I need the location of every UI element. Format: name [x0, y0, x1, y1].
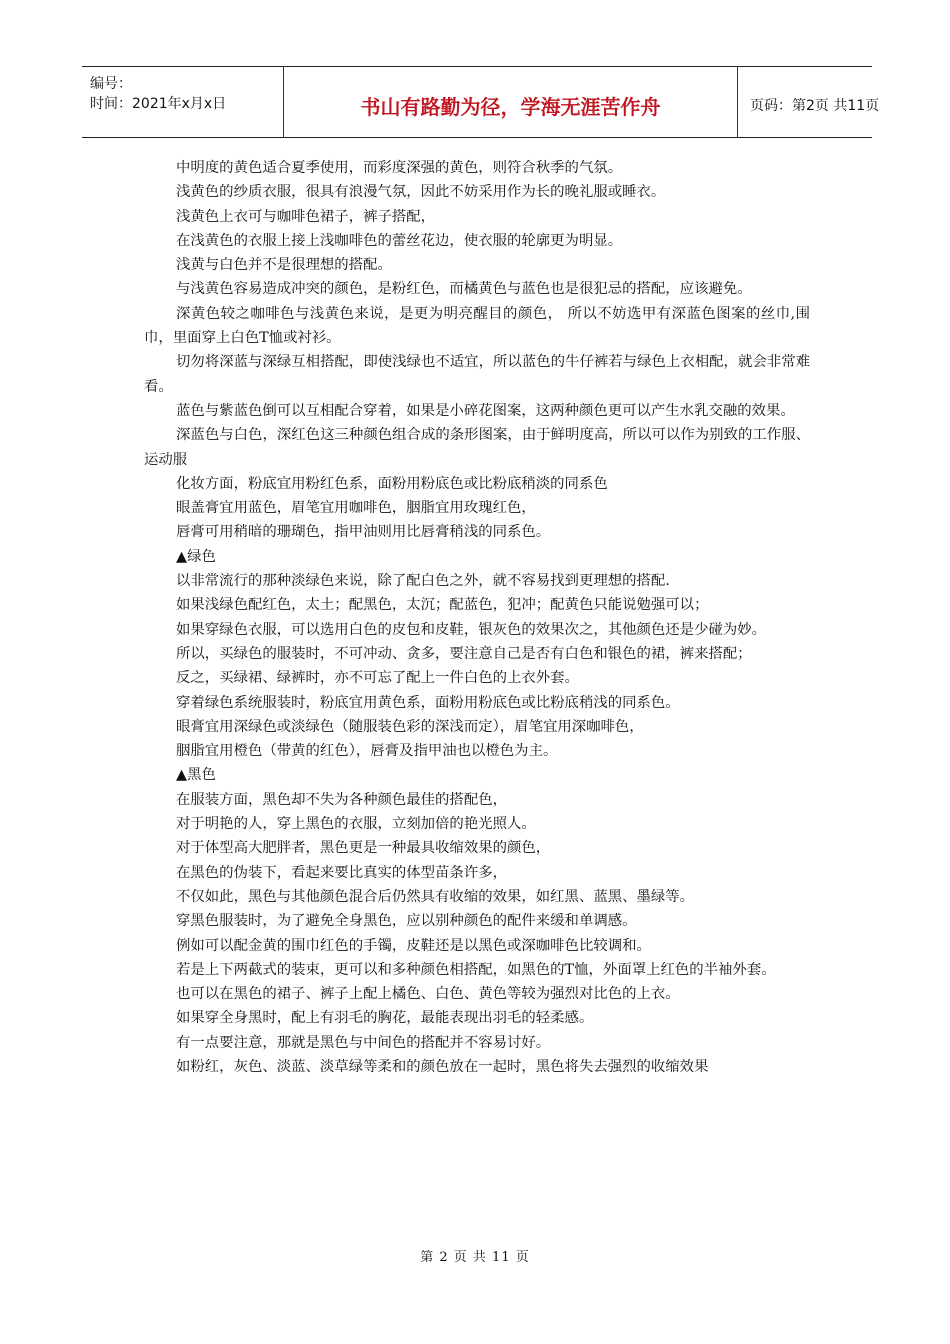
body-paragraph: 也可以在黑色的裙子、裤子上配上橘色、白色、黄色等较为强烈对比色的上衣。 [176, 986, 680, 1003]
body-paragraph: 如果穿全身黑时，配上有羽毛的胸花，最能表现出羽毛的轻柔感。 [176, 1010, 594, 1027]
body-paragraph: 如果浅绿色配红色，太土；配黑色，太沉；配蓝色，犯冲；配黄色只能说勉强可以； [176, 597, 709, 614]
body-paragraph: 眼盖膏宜用蓝色，眉笔宜用咖啡色，胭脂宜用玫瑰红色， [176, 500, 536, 517]
body-paragraph: 切勿将深蓝与深绿互相搭配，即使浅绿也不适宜，所以蓝色的牛仔裤若与绿色上衣相配，就会非常难看。 [144, 354, 810, 395]
body-paragraph: 唇膏可用稍暗的珊瑚色，指甲油则用比唇膏稍浅的同系色。 [176, 524, 551, 541]
header-motto: 书山有路勤为径，学海无涯苦作舟 [360, 95, 661, 119]
body-paragraph: 浅黄与白色并不是很理想的搭配。 [176, 257, 392, 274]
date-label: 时间：2021年x月x日 [90, 96, 227, 112]
body-paragraph: 以非常流行的那种淡绿色来说，除了配白色之外，就不容易找到更理想的搭配. [176, 573, 670, 590]
body-paragraph: 中明度的黄色适合夏季使用，而彩度深强的黄色，则符合秋季的气氛。 [176, 160, 623, 176]
body-paragraph: 在服装方面，黑色却不失为各种颜色最佳的搭配色， [176, 791, 507, 808]
body-paragraph: 如果穿绿色衣服，可以选用白色的皮包和皮鞋，银灰色的效果次之，其他颜色还是少碰为妙。 [176, 621, 767, 638]
body-paragraph: 浅黄色的纱质衣服，很具有浪漫气氛，因此不妨采用作为长的晚礼服或睡衣。 [176, 184, 666, 201]
body-paragraph: 若是上下两截式的装束，更可以和多种颜色相搭配，如黑色的T恤，外面罩上红色的半袖外套。 [176, 961, 776, 978]
document-body [144, 156, 810, 1079]
header-motto-cell [284, 67, 738, 137]
body-paragraph: 对于体型高大肥胖者，黑色更是一种最具收缩效果的颜色， [176, 840, 551, 857]
header-page-cell [738, 67, 880, 137]
header-meta [82, 67, 284, 137]
body-paragraph: 所以，买绿色的服装时，不可冲动、贪多，要注意自己是否有白色和银色的裙，裤来搭配； [176, 645, 752, 662]
body-paragraph: 有一点要注意，那就是黑色与中间色的搭配并不容易讨好。 [176, 1034, 551, 1051]
body-paragraph: 在浅黄色的衣服上接上浅咖啡色的蕾丝花边，使衣服的轮廓更为明显。 [176, 232, 623, 249]
page-footer: 第 2 页 共 11 页 [420, 1250, 530, 1265]
body-paragraph: 眼膏宜用深绿色或淡绿色（随服装色彩的深浅而定），眉笔宜用深咖啡色， [176, 718, 644, 735]
body-paragraph: 例如可以配金黄的围巾红色的手镯，皮鞋还是以黑色或深咖啡色比较调和。 [176, 937, 651, 954]
body-paragraph: 穿黑色服装时，为了避免全身黑色，应以别种颜色的配件来缓和单调感。 [176, 913, 637, 930]
body-paragraph: 在黑色的伪装下，看起来要比真实的体型苗条许多， [176, 864, 507, 881]
body-paragraph: 不仅如此，黑色与其他颜色混合后仍然具有收缩的效果，如红黑、蓝黑、墨绿等。 [176, 888, 695, 905]
body-paragraph: 反之，买绿裙、绿裤时，亦不可忘了配上一件白色的上衣外套。 [176, 670, 579, 687]
header-page-info: 页码：第2页 共11页 [750, 98, 880, 114]
body-paragraph: 深蓝色与白色，深红色这三种颜色组合成的条形图案，由于鲜明度高，所以可以作为别致的工作服、运动服 [144, 427, 810, 468]
body-paragraph: 如粉红，灰色、淡蓝、淡草绿等柔和的颜色放在一起时，黑色将失去强烈的收缩效果 [176, 1058, 709, 1075]
body-paragraph: 对于明艳的人，穿上黑色的衣服，立刻加倍的艳光照人。 [176, 816, 536, 833]
section-heading: ▲黑色 [176, 767, 216, 784]
body-paragraph: 浅黄色上衣可与咖啡色裙子，裤子搭配， [176, 208, 436, 225]
serial-label: 编号： [90, 76, 132, 92]
body-paragraph: 胭脂宜用橙色（带黄的红色），唇膏及指甲油也以橙色为主。 [176, 743, 558, 760]
section-heading: ▲绿色 [176, 548, 216, 565]
body-paragraph: 穿着绿色系统服装时，粉底宜用黄色系，面粉用粉底色或比粉底稍浅的同系色。 [176, 694, 680, 711]
page-header [82, 66, 880, 138]
body-paragraph: 与浅黄色容易造成冲突的颜色，是粉红色，而橘黄色与蓝色也是很犯忌的搭配，应该避免。 [176, 281, 752, 298]
body-paragraph: 深黄色较之咖啡色与浅黄色来说，是更为明亮醒目的颜色， 所以不妨选甲有深蓝色图案的丝巾,围巾，里面穿上白色T恤或衬衫。 [144, 305, 810, 347]
body-paragraph: 蓝色与紫蓝色倒可以互相配合穿着，如果是小碎花图案，这两种颜色更可以产生水乳交融的效果。 [176, 402, 795, 419]
body-paragraph: 化妆方面，粉底宜用粉红色系，面粉用粉底色或比粉底稍淡的同系色 [176, 475, 608, 492]
